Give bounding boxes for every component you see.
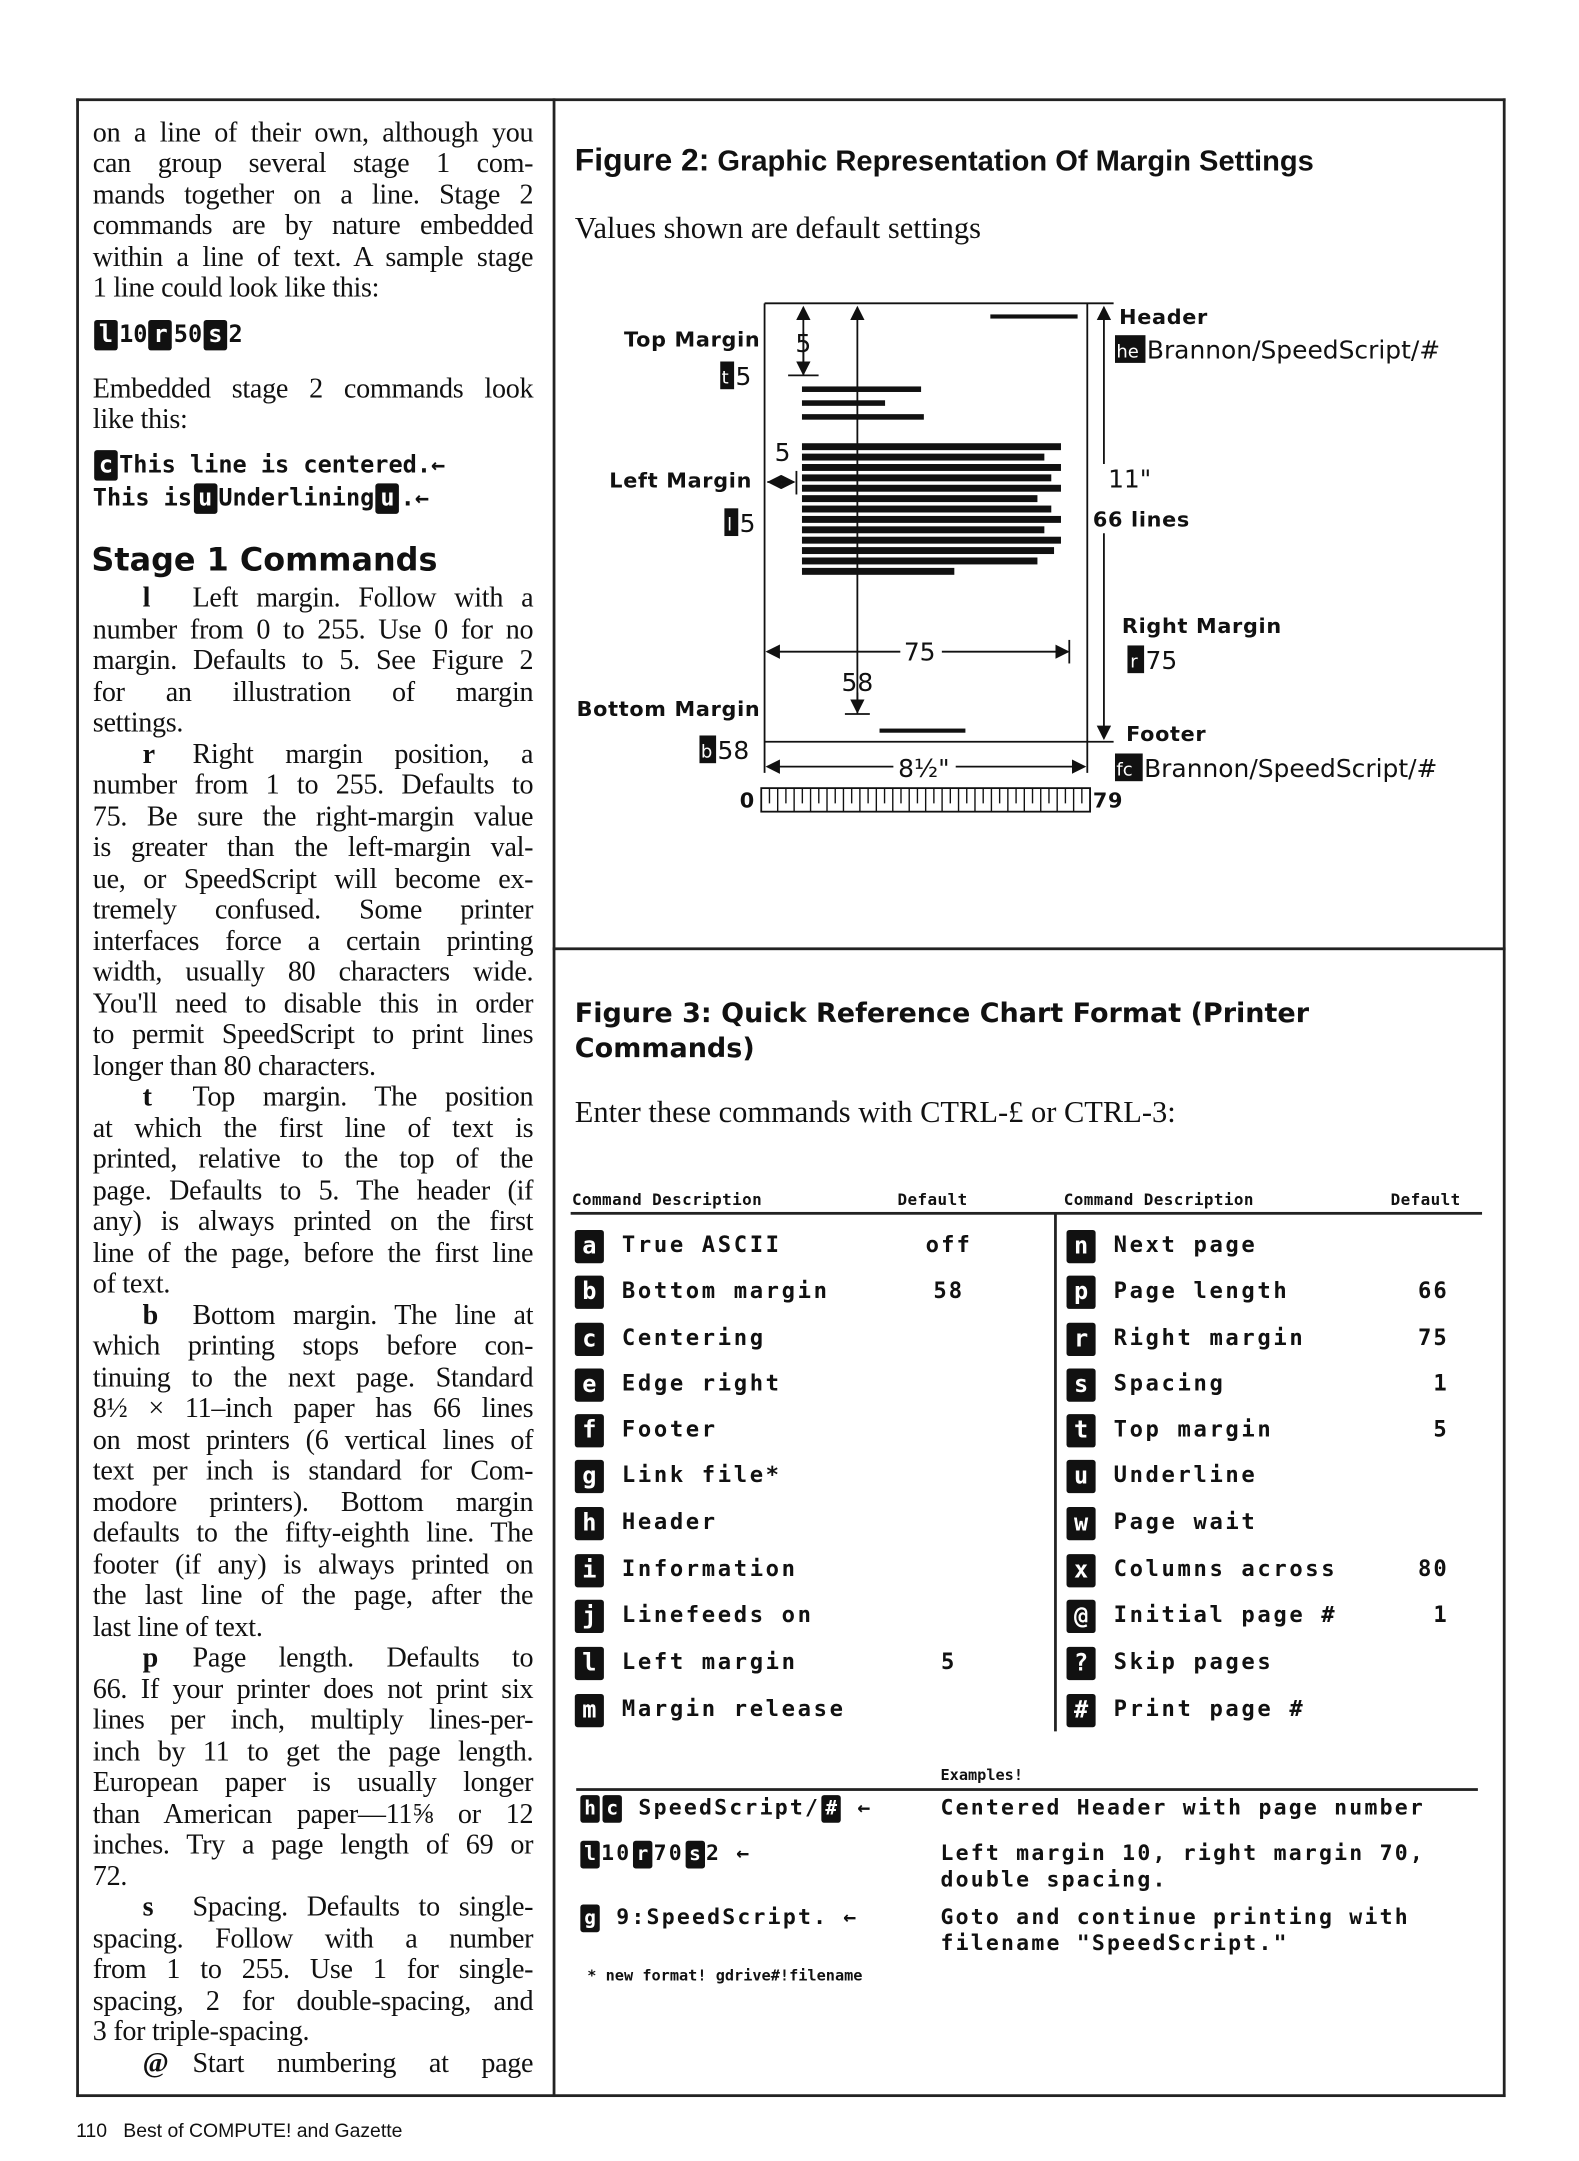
command-key: l xyxy=(580,1840,599,1868)
left-cmd-key: l xyxy=(727,514,733,536)
command-description: Top margin xyxy=(1113,1415,1274,1442)
header-label: Header xyxy=(1119,305,1208,330)
line-text: number from 1 to 255. Defaults to xyxy=(92,770,534,801)
line-text: settings. xyxy=(92,707,184,739)
text-line xyxy=(93,1737,533,1767)
command-description: Link file* xyxy=(621,1461,782,1488)
text-line xyxy=(93,1394,533,1424)
command-key: l xyxy=(575,1646,604,1679)
command-key: r xyxy=(149,320,173,350)
line-text: 8½ × 11–inch paper has 66 lines xyxy=(92,1393,534,1425)
command-key: w xyxy=(1067,1506,1096,1539)
command-description: Underline xyxy=(1113,1461,1258,1488)
command-default: off xyxy=(925,1231,972,1258)
sample-text-block xyxy=(802,516,1061,523)
command-description: Edge right xyxy=(621,1369,782,1397)
line-text: page. Defaults to 5. The header (if xyxy=(92,1175,534,1206)
footer-cmd-value: Brannon/SpeedScript/# xyxy=(1144,754,1438,784)
command-description: Bottom margin xyxy=(621,1277,830,1304)
command-default: 58 xyxy=(933,1277,965,1304)
line-text: tinuing to the next page. Standard xyxy=(92,1362,534,1394)
command-key: h xyxy=(580,1794,599,1822)
line-text: can group several stage 1 com- xyxy=(92,148,534,179)
command-letter: s xyxy=(142,1892,154,1924)
text-line xyxy=(93,1207,533,1237)
code-text: 2 xyxy=(228,321,243,350)
width-value: 75 xyxy=(903,637,936,667)
command-row xyxy=(1067,1645,1274,1678)
left-margin-label: Left Margin xyxy=(609,468,753,493)
line-text: the last line of the page, after the xyxy=(92,1580,534,1612)
sample-text-block xyxy=(802,547,1054,554)
line-text: modore printers). Bottom margin xyxy=(92,1487,534,1518)
command-description: Initial page # xyxy=(1113,1601,1338,1628)
command-key: c xyxy=(575,1322,604,1355)
command-description: Margin release xyxy=(621,1695,846,1722)
command-key: b xyxy=(575,1275,604,1308)
text-line xyxy=(93,1331,533,1361)
line-text: 75. Be sure the right-margin value xyxy=(92,801,534,832)
line-text: 1 line could look like this: xyxy=(92,272,380,304)
text-line xyxy=(93,1768,533,1798)
text-line xyxy=(93,1581,533,1611)
table-column-divider xyxy=(1054,1213,1057,1731)
description-line: filename "SpeedScript." xyxy=(940,1930,1289,1956)
line-text: at which the first line of text is xyxy=(92,1113,534,1144)
text-line xyxy=(93,1518,533,1548)
command-key: g xyxy=(580,1904,599,1932)
line-text: line of the page, before the first line xyxy=(92,1237,534,1269)
line-text: European paper is usually longer xyxy=(92,1767,534,1799)
text-line xyxy=(93,1487,533,1517)
line-text: Page length. Defaults to xyxy=(192,1643,534,1674)
text-line xyxy=(93,1113,533,1143)
line-text: printed, relative to the top of the xyxy=(92,1144,534,1175)
examples-label: Examples! xyxy=(940,1765,1024,1784)
command-key: @ xyxy=(1067,1599,1096,1632)
sample-text-block xyxy=(802,454,1044,461)
line-text: text per inch is standard for Com- xyxy=(92,1456,534,1487)
text-line xyxy=(93,1893,533,1923)
line-text: inches. Try a page length of 69 or xyxy=(92,1830,534,1861)
figure3-title-line2: Commands) xyxy=(574,1031,755,1064)
command-default: 80 xyxy=(1417,1555,1449,1582)
example-description xyxy=(940,1795,1425,1821)
header-default-right: Default xyxy=(1390,1189,1461,1210)
line-text: ue, or SpeedScript will become ex- xyxy=(92,863,534,895)
top-cmd-value: 5 xyxy=(735,362,752,392)
command-key: ? xyxy=(1067,1646,1096,1679)
text-line xyxy=(93,1020,533,1050)
figure2-number: Figure 2: xyxy=(574,141,710,178)
command-key: n xyxy=(1067,1229,1096,1262)
command-default: 5 xyxy=(1433,1415,1449,1442)
sample-text-block xyxy=(802,400,885,406)
command-row xyxy=(1067,1413,1274,1446)
header-default-left: Default xyxy=(897,1189,968,1210)
line-text: on a line of their own, although you xyxy=(92,117,534,149)
command-key: i xyxy=(575,1553,604,1586)
line-text: lines per inch, multiply lines-per- xyxy=(92,1705,534,1737)
text-line xyxy=(93,1425,533,1455)
sample-text-block xyxy=(802,386,921,392)
command-letter: b xyxy=(142,1300,159,1331)
line-text: Right margin position, a xyxy=(192,739,534,770)
code-text: 9:SpeedScript. ← xyxy=(601,1904,859,1930)
figure3-number: Figure 3: xyxy=(574,997,712,1030)
text-line xyxy=(93,1269,533,1299)
text-line xyxy=(93,1955,533,1985)
example-code xyxy=(579,1903,859,1931)
figure2-subtitle: Values shown are default settings xyxy=(574,210,982,246)
sample-text-block xyxy=(802,474,1051,481)
figure3-title-line1 xyxy=(575,996,1309,1031)
text-line xyxy=(93,1144,533,1174)
page-width: 8½" xyxy=(898,754,950,784)
height-lines: 66 lines xyxy=(1092,507,1190,532)
command-letter: r xyxy=(142,739,155,770)
command-row xyxy=(1067,1553,1338,1586)
command-row xyxy=(1067,1229,1258,1262)
line-text: You'll need to disable this in order xyxy=(92,988,534,1019)
command-key: c xyxy=(603,1794,622,1822)
command-default: 1 xyxy=(1433,1369,1449,1397)
command-key: # xyxy=(1067,1693,1096,1726)
header-command-left: Command Description xyxy=(572,1189,763,1210)
command-row xyxy=(575,1458,782,1491)
examples-rule xyxy=(576,1788,1478,1791)
line-text: within a line of text. A sample stage xyxy=(92,242,534,273)
command-description: True ASCII xyxy=(621,1231,782,1258)
header-command-right: Command Description xyxy=(1063,1189,1254,1210)
command-description: Print page # xyxy=(1113,1695,1306,1722)
line-text: last line of text. xyxy=(92,1612,263,1643)
command-row xyxy=(1067,1598,1338,1631)
command-default: 66 xyxy=(1417,1277,1449,1304)
command-description: Right margin xyxy=(1113,1324,1306,1351)
text-line xyxy=(93,895,533,925)
line-text: on most printers (6 vertical lines of xyxy=(92,1424,534,1456)
command-description: Left margin xyxy=(621,1648,798,1675)
line-text: mands together on a line. Stage 2 xyxy=(92,180,534,211)
footnote: * new format! gdrive#!filename xyxy=(587,1966,863,1985)
line-text: number from 0 to 255. Use 0 for no xyxy=(92,614,534,645)
line-text: Embedded stage 2 commands look xyxy=(92,373,534,405)
command-key: c xyxy=(94,450,118,480)
line-text: tremely confused. Some printer xyxy=(92,894,534,926)
line-text: which printing stops before con- xyxy=(92,1331,534,1362)
code-text: 70 xyxy=(653,1840,684,1866)
text-line xyxy=(93,1363,533,1393)
frame-bottom xyxy=(76,2094,1505,2097)
code-text: 50 xyxy=(173,321,203,350)
code-text: This line is centered.← xyxy=(119,451,446,480)
command-key: r xyxy=(1067,1322,1096,1355)
description-line: Goto and continue printing with xyxy=(940,1904,1410,1930)
command-key: t xyxy=(1067,1413,1096,1446)
text-line xyxy=(93,926,533,956)
command-row xyxy=(1067,1274,1290,1307)
command-description: Page wait xyxy=(1113,1508,1258,1535)
command-row xyxy=(1067,1693,1306,1726)
line-text: Left margin. Follow with a xyxy=(192,583,534,614)
right-margin-label: Right Margin xyxy=(1121,613,1282,638)
table-header-rule xyxy=(571,1212,1482,1215)
text-line xyxy=(93,1986,533,2016)
text-line xyxy=(93,1051,533,1081)
command-key: u xyxy=(1067,1459,1096,1492)
line-text: spacing, 2 for double-spacing, and xyxy=(92,1986,534,2017)
text-line xyxy=(93,1082,533,1112)
sample-text-block xyxy=(990,314,1077,318)
text-line xyxy=(93,2049,533,2079)
command-row xyxy=(575,1367,782,1400)
code-text: 10 xyxy=(119,321,148,350)
top-value: 5 xyxy=(795,328,812,358)
line-text: any) is always printed on the first xyxy=(92,1206,534,1238)
page-number: 110 xyxy=(76,2119,108,2142)
figure3-subtitle: Enter these commands with CTRL-£ or CTRL-3: xyxy=(574,1094,1176,1129)
header-cmd-key: he xyxy=(1116,341,1139,363)
line-text: width, usually 80 characters wide. xyxy=(92,957,534,988)
sample-text-block xyxy=(802,495,1037,502)
line-text: interfaces force a certain printing xyxy=(92,926,534,957)
bottom-margin-label: Bottom Margin xyxy=(576,697,761,722)
text-line xyxy=(93,1238,533,1268)
command-default: 1 xyxy=(1433,1601,1449,1628)
code-text: SpeedScript/ xyxy=(623,1795,821,1821)
command-default: 5 xyxy=(941,1648,957,1675)
text-line xyxy=(93,1799,533,1829)
top-cmd-key: t xyxy=(721,367,729,389)
text-line xyxy=(93,1300,533,1330)
section-heading: Stage 1 Commands xyxy=(91,542,438,579)
text-line xyxy=(93,1830,533,1860)
bottom-cmd-value: 58 xyxy=(717,736,750,766)
command-letter: t xyxy=(142,1081,152,1113)
command-description: Footer xyxy=(621,1415,718,1442)
bottom-value: 58 xyxy=(841,668,874,698)
text-line xyxy=(93,1861,533,1891)
line-text: footer (if any) is always printed on xyxy=(92,1549,534,1581)
line-text: Top margin. The position xyxy=(192,1081,534,1113)
example-description xyxy=(940,1904,1409,1957)
command-row xyxy=(1067,1321,1306,1354)
command-row xyxy=(1067,1458,1258,1491)
command-row xyxy=(575,1693,846,1726)
page-footer xyxy=(76,2119,402,2141)
example-code xyxy=(579,1794,873,1822)
command-key: e xyxy=(575,1368,604,1401)
command-row xyxy=(575,1274,830,1307)
command-key: s xyxy=(1067,1368,1096,1401)
text-line xyxy=(93,1706,533,1736)
figure3-title-text: Quick Reference Chart Format (Printer xyxy=(721,997,1310,1030)
command-key: s xyxy=(685,1840,704,1868)
right-cmd-key: r xyxy=(1130,651,1138,673)
code-text: Underlining xyxy=(218,484,375,513)
right-cmd-value: 75 xyxy=(1145,645,1178,675)
line-text: Start numbering at page xyxy=(192,2048,534,2079)
command-key: u xyxy=(376,483,400,513)
bottom-cmd-key: b xyxy=(700,741,713,763)
command-key: f xyxy=(575,1413,604,1446)
line-text: to permit SpeedScript to print lines xyxy=(92,1019,534,1051)
sample-text-block xyxy=(802,464,1061,471)
command-row xyxy=(575,1553,798,1586)
description-line: Centered Header with page number xyxy=(940,1795,1426,1821)
sample-text-block xyxy=(802,443,1061,450)
command-letter: @ xyxy=(142,2048,169,2079)
margin-diagram xyxy=(0,0,1579,859)
example-code xyxy=(579,1839,752,1867)
command-key: m xyxy=(575,1693,604,1726)
command-description: Linefeeds on xyxy=(621,1601,814,1628)
command-default: 75 xyxy=(1417,1324,1449,1351)
command-key: g xyxy=(575,1459,604,1492)
text-line xyxy=(93,957,533,987)
command-row xyxy=(1067,1367,1226,1400)
command-row xyxy=(575,1229,782,1262)
line-text: commands are by nature embedded xyxy=(92,210,534,242)
command-letter: l xyxy=(142,583,151,614)
footer-cmd-key: fc xyxy=(1116,759,1133,781)
ruler-start: 0 xyxy=(739,788,755,813)
line-text: defaults to the fifty-eighth line. The xyxy=(92,1518,534,1549)
command-row xyxy=(1067,1506,1258,1539)
command-description: Header xyxy=(621,1508,718,1535)
code-text: ← xyxy=(842,1795,873,1821)
sample-text-block xyxy=(802,568,954,575)
text-line xyxy=(93,2017,533,2047)
command-key: h xyxy=(575,1506,604,1539)
command-key: j xyxy=(575,1599,604,1632)
command-letter: p xyxy=(142,1643,159,1674)
header-cmd-value: Brannon/SpeedScript/# xyxy=(1146,335,1441,365)
text-line xyxy=(93,864,533,894)
line-text: for an illustration of margin xyxy=(92,676,534,708)
command-key: a xyxy=(575,1229,604,1262)
code-text: This is xyxy=(92,484,193,513)
line-text: Spacing. Defaults to single- xyxy=(192,1892,534,1924)
text-line xyxy=(93,988,533,1018)
left-cmd-value: 5 xyxy=(739,508,756,538)
command-key: r xyxy=(633,1840,652,1868)
description-line: Left margin 10, right margin 70, xyxy=(940,1840,1426,1866)
figure2-title-text: Graphic Representation Of Margin Settings xyxy=(717,145,1314,178)
command-key: x xyxy=(1067,1553,1096,1586)
command-description: Spacing xyxy=(1113,1369,1226,1397)
command-row xyxy=(575,1413,718,1446)
text-line xyxy=(93,1924,533,1954)
line-text: than American paper—11⅝ or 12 xyxy=(92,1799,534,1830)
sample-text-block xyxy=(802,414,924,420)
command-key: p xyxy=(1067,1275,1096,1308)
height-inches: 11" xyxy=(1108,464,1152,494)
command-description: Information xyxy=(621,1555,798,1582)
command-key: s xyxy=(204,320,228,350)
text-line xyxy=(93,1550,533,1580)
command-key: # xyxy=(822,1794,841,1822)
command-row xyxy=(575,1506,718,1539)
ruler-end: 79 xyxy=(1092,788,1124,813)
command-row xyxy=(575,1645,798,1678)
line-text: from 1 to 255. Use 1 for single- xyxy=(92,1954,534,1986)
text-line xyxy=(93,1612,533,1642)
sample-text-block xyxy=(880,729,966,733)
footer-label: Footer xyxy=(1126,722,1207,747)
code-text: 2 ← xyxy=(706,1840,752,1866)
figure3-title xyxy=(575,996,1309,1065)
example-description xyxy=(940,1841,1425,1894)
command-row xyxy=(575,1321,766,1354)
command-description: Page length xyxy=(1113,1277,1290,1304)
left-value: 5 xyxy=(774,438,791,468)
command-description: Next page xyxy=(1113,1231,1258,1258)
code-text: 10 xyxy=(601,1840,632,1866)
description-line: double spacing. xyxy=(940,1867,1168,1893)
line-text: like this: xyxy=(92,404,188,435)
line-text: of text. xyxy=(92,1269,171,1300)
sample-text-block xyxy=(802,526,1044,533)
code-text: .← xyxy=(400,484,430,513)
text-line xyxy=(93,1643,533,1673)
text-line xyxy=(93,1456,533,1486)
line-text: Bottom margin. The line at xyxy=(192,1300,534,1331)
line-text: 66. If your printer does not print six xyxy=(92,1674,534,1705)
line-text: is greater than the left-margin val- xyxy=(92,832,534,864)
sample-text-block xyxy=(802,557,1037,564)
text-line xyxy=(93,1176,533,1206)
line-text: spacing. Follow with a number xyxy=(92,1923,534,1955)
line-text: longer than 80 characters. xyxy=(92,1050,376,1082)
command-description: Centering xyxy=(621,1324,766,1351)
command-key: u xyxy=(193,483,217,513)
command-description: Columns across xyxy=(1113,1555,1338,1582)
line-text: 3 for triple-spacing. xyxy=(92,2017,310,2048)
line-text: inch by 11 to get the page length. xyxy=(92,1736,534,1768)
command-key: l xyxy=(94,320,118,350)
top-margin-label: Top Margin xyxy=(624,327,761,352)
figure-divider xyxy=(553,947,1506,950)
publication-name: Best of COMPUTE! and Gazette xyxy=(123,2119,403,2142)
sample-text-block xyxy=(802,506,1051,513)
command-row xyxy=(575,1598,814,1631)
command-description: Skip pages xyxy=(1113,1648,1274,1675)
line-text: margin. Defaults to 5. See Figure 2 xyxy=(92,645,534,676)
sample-text-block xyxy=(802,537,1061,544)
line-text: 72. xyxy=(92,1861,128,1892)
text-line xyxy=(93,1674,533,1704)
sample-text-block xyxy=(802,485,1061,492)
